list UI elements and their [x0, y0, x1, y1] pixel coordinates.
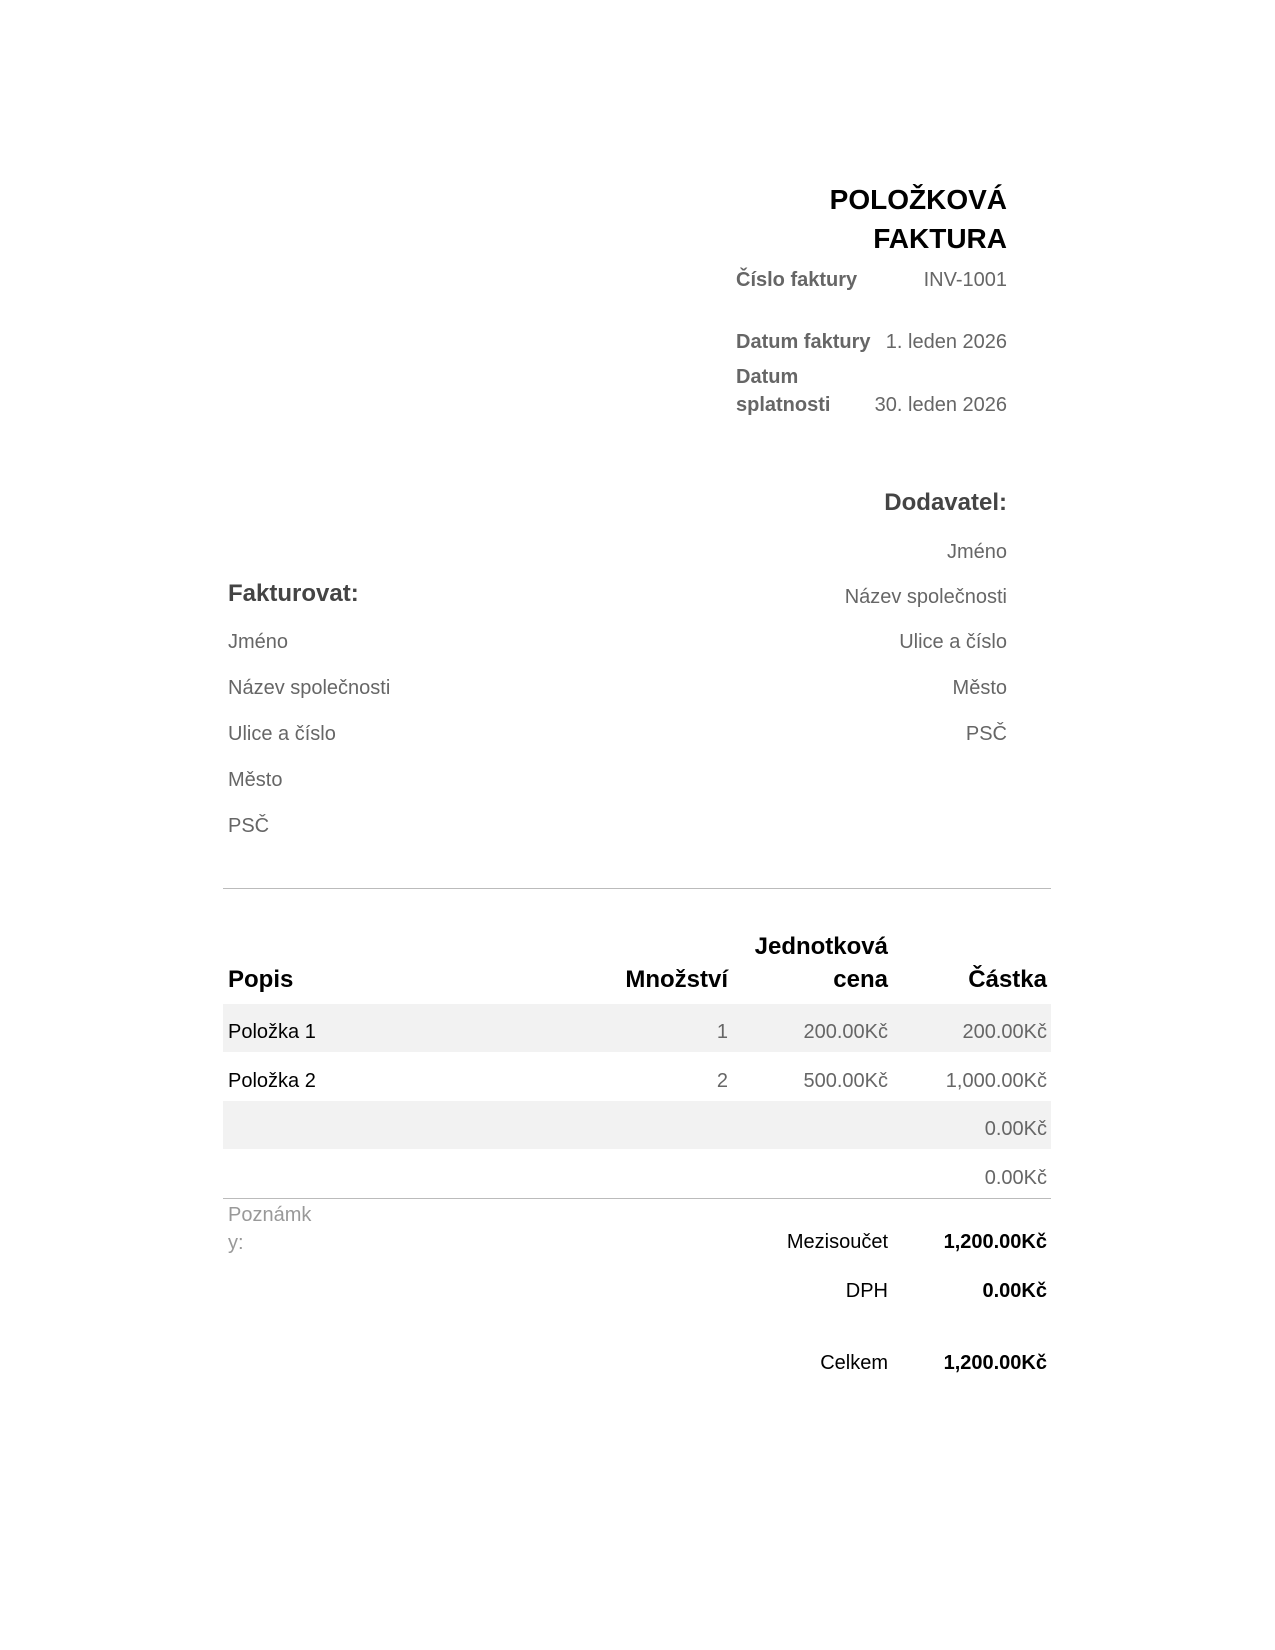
due-date-label-line2: splatnosti [736, 394, 831, 416]
supplier-name: Jméno [946, 541, 1007, 563]
due-date-label-line1: Datum [736, 366, 799, 388]
notes-label: Poznámky: [228, 1204, 312, 1254]
supplier-company: Název společnosti [844, 586, 1007, 608]
col-header-description: Popis [228, 966, 294, 993]
bill-to-zip: PSČ [228, 815, 270, 837]
row-1-amount: 200.00Kč [962, 1021, 1047, 1043]
invoice-title-line2: FAKTURA [873, 223, 1007, 254]
col-header-quantity: Množství [625, 966, 728, 993]
col-header-unit-price [755, 930, 888, 996]
row-2-amount: 1,000.00Kč [945, 1070, 1047, 1092]
bill-to-city: Město [228, 769, 283, 791]
supplier-zip: PSČ [965, 723, 1007, 745]
table-row-stripe [223, 1101, 1051, 1149]
due-date-label [736, 363, 830, 419]
supplier-street: Ulice a číslo [899, 631, 1007, 653]
invoice-date-value: 1. leden 2026 [885, 331, 1007, 353]
row-2-unit-price: 500.00Kč [803, 1070, 888, 1092]
section-divider [223, 888, 1051, 889]
row-2-quantity: 2 [716, 1070, 728, 1092]
table-bottom-divider [223, 1198, 1051, 1199]
bill-to-heading: Fakturovat: [228, 580, 359, 607]
supplier-city: Město [952, 677, 1007, 699]
col-header-amount: Částka [968, 966, 1047, 993]
tax-value: 0.00Kč [982, 1280, 1047, 1302]
bill-to-name: Jméno [228, 631, 289, 653]
col-header-unit-price-line2: cena [833, 966, 888, 993]
due-date-value: 30. leden 2026 [874, 394, 1007, 416]
tax-label: DPH [845, 1280, 888, 1302]
subtotal-value: 1,200.00Kč [943, 1231, 1047, 1253]
row-1-quantity: 1 [716, 1021, 728, 1043]
bill-to-company: Název společnosti [228, 677, 391, 699]
invoice-date-label: Datum faktury [736, 331, 871, 353]
row-1-description: Položka 1 [228, 1021, 316, 1043]
invoice-number-value: INV-1001 [923, 269, 1007, 291]
subtotal-label: Mezisoučet [786, 1231, 888, 1253]
col-header-unit-price-line1: Jednotková [754, 933, 888, 960]
row-3-amount: 0.00Kč [984, 1118, 1047, 1140]
row-2-description: Položka 2 [228, 1070, 316, 1092]
supplier-heading: Dodavatel: [884, 489, 1007, 516]
bill-to-street: Ulice a číslo [228, 723, 336, 745]
invoice-title [830, 180, 1007, 258]
row-1-unit-price: 200.00Kč [803, 1021, 888, 1043]
invoice-title-line1: POLOŽKOVÁ [829, 184, 1007, 215]
row-4-amount: 0.00Kč [984, 1167, 1047, 1189]
total-label: Celkem [820, 1352, 888, 1374]
total-value: 1,200.00Kč [943, 1352, 1047, 1374]
invoice-number-label: Číslo faktury [736, 269, 858, 291]
table-row-stripe [223, 1004, 1051, 1052]
